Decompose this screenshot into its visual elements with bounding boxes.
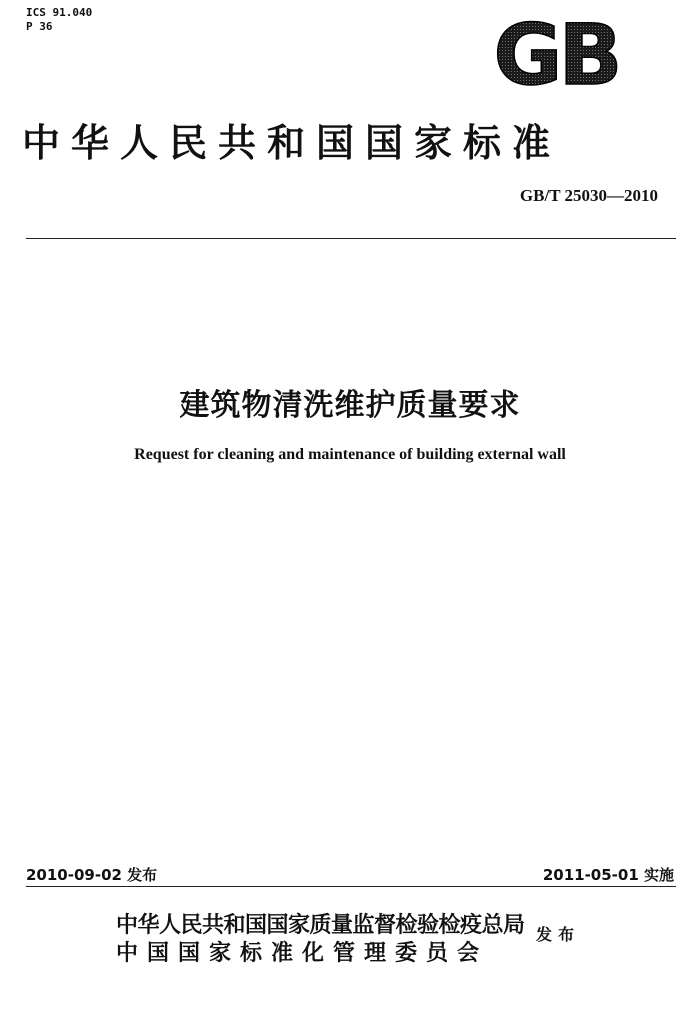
document-title-en: Request for cleaning and maintenance of building external wall <box>134 446 566 463</box>
issuer-sac: 中国国家标准化管理委员会 <box>116 940 489 966</box>
ics-code: ICS 91.040 <box>26 6 93 19</box>
issuer-aqsiq: 中华人民共和国国家质量监督检验检疫总局 <box>116 912 525 938</box>
footer-divider <box>26 886 676 887</box>
implementation-date: 2011-05-01 实施 <box>542 866 674 884</box>
standard-number: GB/T 25030—2010 <box>519 186 658 205</box>
gb-logo-text: GB <box>493 14 619 94</box>
ics-classification <box>26 6 92 34</box>
publish-label: 发布 <box>536 925 581 944</box>
p-code: P 36 <box>26 20 53 33</box>
document-title-cn: 建筑物清洗维护质量要求 <box>179 388 521 423</box>
issue-date: 2010-09-02 发布 <box>26 866 158 884</box>
header-divider <box>26 238 676 239</box>
gb-logo-icon <box>478 14 634 94</box>
gb-logo <box>478 14 634 94</box>
standard-name-cn: 中华人民共和国国家标准 <box>22 120 562 165</box>
